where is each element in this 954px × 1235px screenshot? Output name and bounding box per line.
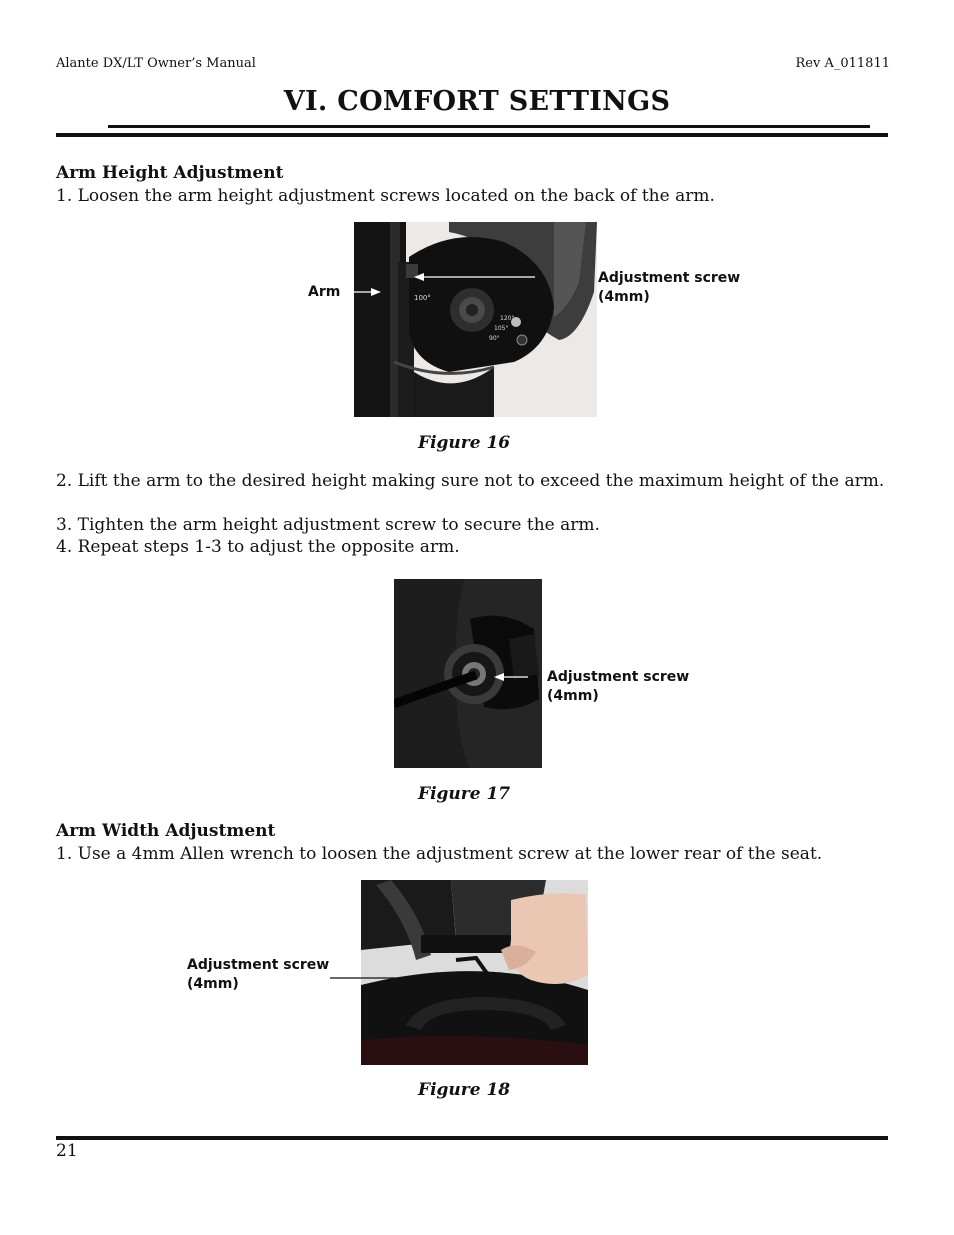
revision-label: Rev A_011811 xyxy=(795,56,890,71)
dial-mark-105: 105° xyxy=(494,325,509,332)
figure-17-callout-arrow xyxy=(490,670,550,684)
arm-height-step-4: 4. Repeat steps 1-3 to adjust the opposite arm. xyxy=(56,537,460,557)
dial-mark-90: 90° xyxy=(489,335,500,342)
arm-height-step-3: 3. Tighten the arm height adjustment screw to secure the arm. xyxy=(56,515,600,535)
dial-mark-120: 120° xyxy=(500,315,515,322)
running-header-title: Alante DX/LT Owner’s Manual xyxy=(56,56,256,71)
title-rule-thick xyxy=(56,133,888,137)
figure-16-arm-label: Arm xyxy=(308,284,341,300)
figure-18-caption: Figure 18 xyxy=(418,1080,511,1100)
figure-18-screw-label-line1: Adjustment screw xyxy=(187,957,330,973)
title-rule-thin xyxy=(108,125,870,128)
section-heading-arm-height: Arm Height Adjustment xyxy=(56,163,284,183)
figure-17-screw-label-line2: (4mm) xyxy=(547,688,599,704)
figure-16-photo xyxy=(354,222,597,417)
figure-17-caption: Figure 17 xyxy=(418,784,511,804)
dial-mark-100: 100° xyxy=(414,294,431,302)
arm-width-step-1: 1. Use a 4mm Allen wrench to loosen the adjustment screw at the lower rear of the seat. xyxy=(56,844,823,864)
figure-18-screw-label-line2: (4mm) xyxy=(187,976,239,992)
page-number: 21 xyxy=(56,1141,78,1161)
figure-17-screw-label-line1: Adjustment screw xyxy=(547,669,690,685)
figure-16-screw-label-line1: Adjustment screw xyxy=(598,270,741,286)
figure-18-callout-arrow xyxy=(328,970,458,986)
page-title: VI. COMFORT SETTINGS xyxy=(283,86,671,117)
arm-height-step-2: 2. Lift the arm to the desired height making sure not to exceed the maximum height of the arm. xyxy=(56,471,885,491)
figure-16-callout-arrows xyxy=(340,262,570,302)
arm-height-step-1: 1. Loosen the arm height adjustment screws located on the back of the arm. xyxy=(56,186,715,206)
figure-16-caption: Figure 16 xyxy=(418,433,511,453)
section-heading-arm-width: Arm Width Adjustment xyxy=(56,821,276,841)
footer-rule xyxy=(56,1136,888,1140)
figure-16-screw-label-line2: (4mm) xyxy=(598,289,650,305)
